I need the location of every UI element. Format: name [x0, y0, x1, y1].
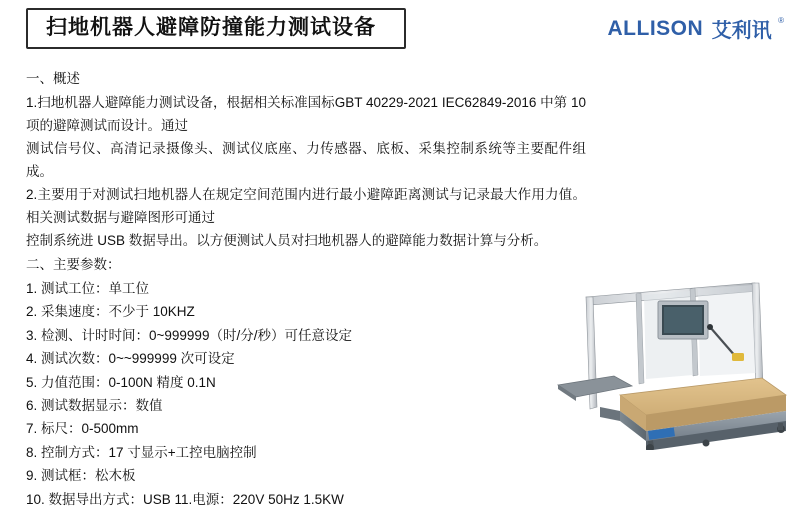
- page-title: 扫地机器人避障防撞能力测试设备: [46, 16, 376, 39]
- machine-illustration: [540, 235, 800, 450]
- brand-name-cn: 艾利讯: [711, 20, 772, 42]
- page-header: [0, 0, 800, 62]
- brand-logo: [608, 14, 784, 43]
- section-heading-parameters: 二、主要参数：: [26, 257, 121, 272]
- list-item: 6. 测试数据显示：数值: [26, 398, 163, 414]
- list-item: 2. 采集速度：不少于 10KHZ: [26, 304, 195, 320]
- list-item: 9. 测试框：松木板: [26, 468, 136, 484]
- overview-paragraph-1-line-1: 1.扫地机器人避障能力测试设备，根据相关标准国标GBT 40229-2021 IEC62849-2016 中第 10 项的避障测试而设计。通过: [26, 95, 586, 133]
- list-item: 1. 测试工位：单工位: [26, 281, 150, 296]
- list-item: 7. 标尺：0-500mm: [26, 421, 139, 437]
- overview-paragraph-2: [26, 183, 586, 252]
- overview-paragraph-2-line-1: 2.主要用于对测试扫地机器人在规定空间范围内进行最小避障距离测试与记录最大作用力值。相关测试数据与避障图形可通过: [26, 187, 586, 225]
- registered-trademark-icon: ®: [778, 16, 784, 25]
- parameter-list: [26, 277, 586, 511]
- list-item: 8. 控制方式：17 寸显示+工控电脑控制: [26, 444, 257, 460]
- document-body: [26, 66, 586, 511]
- overview-paragraph-1-line-2: 测试信号仪、高清记录摄像头、测试仪底座、力传感器、底板、采集控制系统等主要配件组成。: [26, 141, 586, 179]
- list-item: 3. 检测、计时时间：0~999999（时/分/秒）可任意设定: [26, 327, 352, 343]
- section-heading-overview: 一、概述: [26, 71, 80, 86]
- brand-name-en: ALLISON: [607, 16, 704, 40]
- product-photo: [540, 235, 800, 450]
- list-item: 10. 数据导出方式：USB 11.电源：220V 50Hz 1.5KW: [26, 491, 344, 507]
- control-monitor: [658, 301, 708, 339]
- list-item: 4. 测试次数：0~~999999 次可设定: [26, 351, 235, 367]
- title-box: [26, 8, 406, 49]
- overview-paragraph-2-line-2: 控制系统进 USB 数据导出。以方便测试人员对扫地机器人的避障能力数据计算与分析。: [26, 233, 548, 248]
- overview-paragraph-1: [26, 91, 586, 183]
- list-item: 5. 力值范围：0-100N 精度 0.1N: [26, 374, 216, 390]
